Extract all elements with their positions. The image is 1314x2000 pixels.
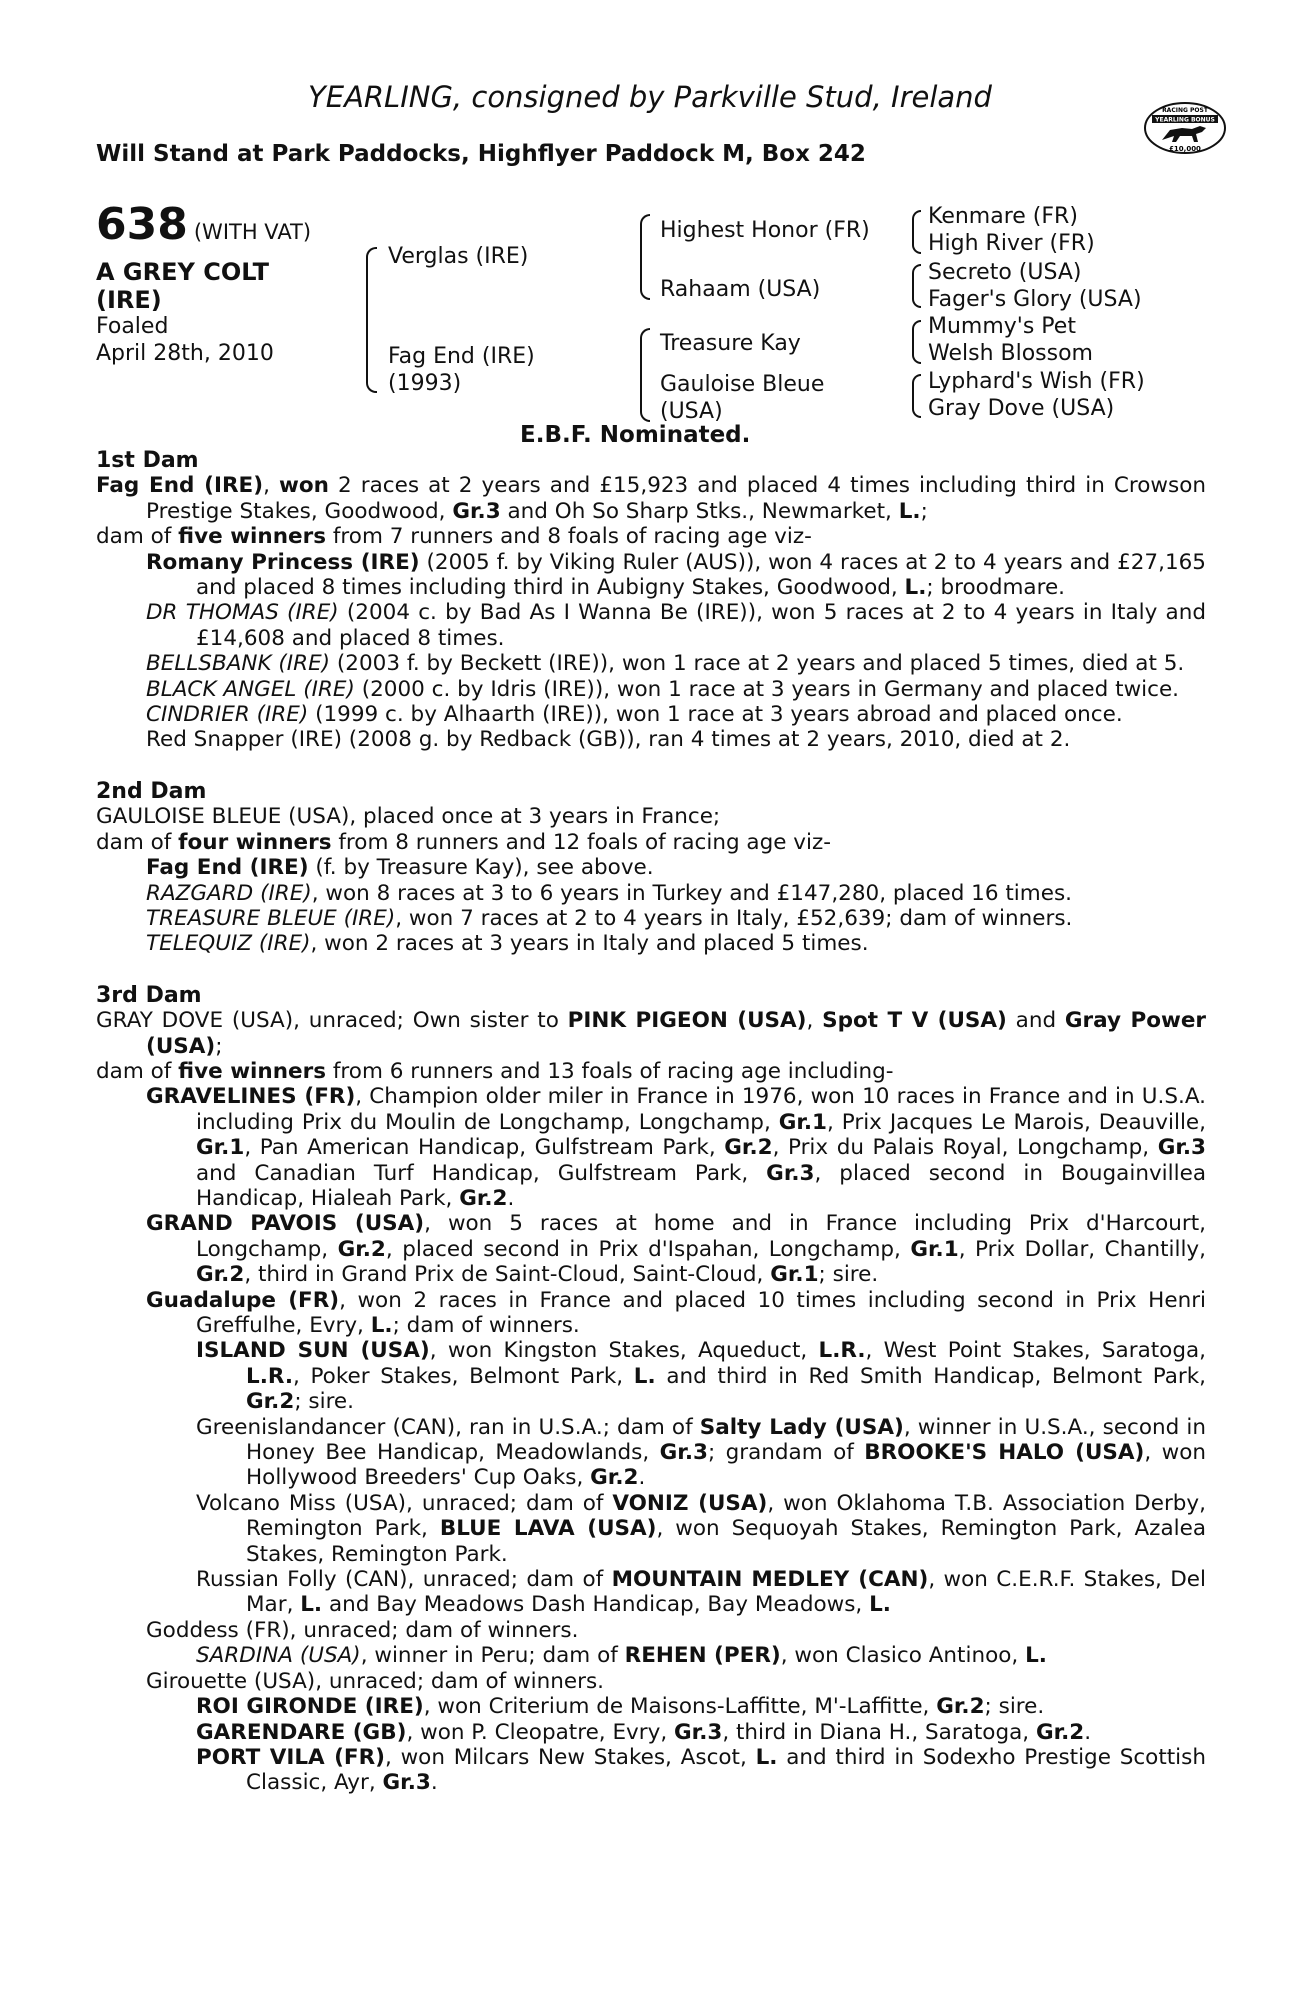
record-text: , won P. Cleopatre, Evry, (406, 1719, 675, 1745)
horse-name: TREASURE BLEUE (IRE) (146, 905, 396, 931)
produce-entry (96, 881, 1206, 906)
highlight-text: Gr.1 (196, 1135, 245, 1161)
record-text: , Poker Stakes, Belmont Park, (293, 1363, 634, 1389)
record-text: ; sire. (294, 1389, 354, 1415)
record-text: and (1006, 1008, 1065, 1034)
produce-entry (96, 702, 1206, 727)
highlight-text: GARENDARE (GB) (196, 1719, 407, 1745)
record-text: and Oh So Sharp Stks., Newmarket, (500, 498, 899, 524)
produce-entry (96, 600, 1206, 651)
record-text: ; broodmare. (926, 575, 1066, 601)
second-dam-heading: 2nd Dam (96, 778, 207, 804)
pedigree-great-grandparent: Lyphard's Wish (FR) (928, 369, 1145, 394)
highlight-text: ISLAND SUN (USA) (196, 1338, 430, 1364)
record-text: , West Point Stakes, Saratoga, (865, 1338, 1206, 1364)
horse-name: BLACK ANGEL (IRE) (146, 676, 355, 702)
highlight-text: REHEN (PER) (624, 1643, 781, 1669)
horse-name: PINK PIGEON (USA) (567, 1008, 807, 1034)
pedigree-bracket (912, 210, 921, 254)
highlight-text: Salty Lady (USA) (699, 1414, 904, 1440)
record-text: , Pan American Handicap, Gulfstream Park, (244, 1135, 725, 1161)
record-text: , third in Grand Prix de Saint-Cloud, Saint-Cloud, (244, 1262, 771, 1288)
record-text: ; dam of winners. (392, 1313, 580, 1338)
highlight-text: L. (370, 1313, 393, 1338)
pedigree-bracket (912, 264, 921, 308)
pedigree-dam-year: (1993) (388, 371, 462, 396)
winners-count: five winners (178, 524, 327, 550)
lot-description (96, 258, 269, 314)
pedigree-great-grandparent: Welsh Blossom (928, 341, 1093, 366)
highlight-text: Gr.1 (910, 1236, 959, 1262)
produce-entry (96, 1745, 1206, 1796)
record-text: , won Sequoyah Stakes, Remington Park, Azalea Stakes, Remington Park. (246, 1516, 1206, 1567)
produce-entry (96, 1567, 1206, 1618)
highlight-text: L. (300, 1592, 323, 1618)
record-text: (2004 c. by Bad As I Wanna Be (IRE)), won 5 races at 2 to 4 years in Italy and £14,608 and placed 8 times. (196, 600, 1206, 651)
won-word: won (278, 473, 329, 499)
stand-location: Will Stand at Park Paddocks, Highflyer Paddock M, Box 242 (96, 141, 866, 167)
record-text: . (507, 1185, 515, 1211)
produce-entry (96, 1643, 1206, 1668)
record-text: from 6 runners and 13 foals of racing age including- (326, 1058, 894, 1084)
third-dam-produce-summary (96, 1059, 1206, 1084)
record-text: , placed second in Bougainvillea Handicap, Hialeah Park, (196, 1160, 1206, 1211)
produce-entry (96, 1415, 1206, 1491)
produce-entry (96, 1084, 1206, 1211)
record-text: dam of (96, 524, 179, 550)
badge-top-text: RACING POST (1162, 107, 1208, 114)
record-text: ; grandam of (707, 1440, 865, 1466)
pedigree-bracket (912, 320, 921, 364)
pedigree-bracket (640, 214, 650, 300)
catalogue-heading: YEARLING, consigned by Parkville Stud, Ireland (308, 80, 992, 114)
record-text: (f. by Treasure Kay), see above. (308, 855, 654, 881)
record-text: from 8 runners and 12 foals of racing age viz- (331, 829, 832, 855)
winners-count: five winners (178, 1058, 327, 1084)
highlight-text: SARDINA (USA) (196, 1643, 361, 1669)
pedigree-sire-sire: Highest Honor (FR) (660, 218, 870, 243)
record-text: , won Oklahoma T.B. Association Derby, Remington Park, (246, 1490, 1206, 1542)
produce-entry: Goddess (FR), unraced; dam of winners. (146, 1617, 579, 1643)
highlight-text: VONIZ (USA) (612, 1490, 768, 1516)
highlight-text: Gr.2 (337, 1236, 386, 1262)
badge-middle-text: YEARLING BONUS (1155, 116, 1215, 124)
highlight-text: Gr.1 (770, 1262, 819, 1288)
horse-name: TELEQUIZ (IRE) (146, 931, 311, 957)
produce-entry (96, 677, 1206, 702)
record-text: ; sire. (984, 1694, 1045, 1720)
lot-description-line2: (IRE) (96, 286, 162, 314)
pedigree-great-grandparent: Gray Dove (USA) (928, 396, 1115, 421)
highlight-text: ROI GIRONDE (IRE) (196, 1694, 424, 1720)
pedigree-bracket (912, 374, 921, 418)
foaled-date (96, 313, 274, 367)
record-text: , winner in Peru; dam of (360, 1643, 625, 1669)
pedigree-great-grandparent: Kenmare (FR) (928, 204, 1078, 229)
highlight-text: L.R. (246, 1363, 293, 1389)
highlight-text: MOUNTAIN MEDLEY (CAN) (611, 1567, 929, 1593)
record-text: 2 races at 2 years and £15,923 and placed 4 times including third in Crowson Prestige Stakes, Goodwood, (146, 473, 1206, 524)
record-text: Greenislandancer (CAN), ran in U.S.A.; dam of (196, 1414, 700, 1440)
produce-entry (96, 906, 1206, 931)
record-text: , won 8 races at 3 to 6 years in Turkey and £147,280, placed 16 times. (311, 880, 1072, 906)
highlight-text: BLUE LAVA (USA) (439, 1516, 657, 1542)
highlight-text: Gr.3 (1157, 1135, 1206, 1161)
horse-name: CINDRIER (IRE) (146, 702, 309, 728)
highlight-text: Gr.2 (1035, 1719, 1085, 1745)
vat-note: (WITH VAT) (193, 220, 312, 244)
record-text: , won Milcars New Stakes, Ascot, (385, 1744, 756, 1770)
badge-bottom-text: £10,000 (1169, 145, 1201, 153)
record-text: and Canadian Turf Handicap, Gulfstream Park, (196, 1160, 767, 1186)
produce-entry (96, 1720, 1206, 1745)
first-dam-produce-summary (96, 524, 1206, 549)
catalogue-body (96, 448, 1206, 1796)
grade-label: Gr.3 (452, 498, 501, 524)
record-text: (2005 f. by Viking Ruler (AUS)), won 4 races at 2 to 4 years and £27,165 and placed 8 times including third in Aubigny Stakes, Goodwood, (196, 549, 1206, 601)
lot-number (96, 199, 312, 254)
record-text: dam of (96, 829, 179, 855)
record-text: , won C.E.R.F. Stakes, Del Mar, (246, 1567, 1207, 1618)
produce-entry (96, 651, 1206, 676)
record-text: , won Clasico Antinoo, (780, 1643, 1026, 1669)
record-text: (2003 f. by Beckett (IRE)), won 1 race at 2 years and placed 5 times, died at 5. (330, 651, 1185, 677)
record-text: Russian Folly (CAN), unraced; dam of (196, 1567, 612, 1593)
pedigree-dam-sire: Treasure Kay (660, 331, 801, 356)
pedigree-dam-dam: Gauloise Bleue (660, 372, 825, 397)
produce-entry (96, 1694, 1206, 1719)
grade-label: L. (898, 498, 921, 524)
dam-name: Fag End (IRE) (96, 473, 264, 499)
record-text: from 7 runners and 8 foals of racing age viz- (326, 524, 812, 550)
highlight-text: Gr.2 (459, 1185, 508, 1211)
record-text: and third in Red Smith Handicap, Belmont Park, (655, 1363, 1206, 1389)
highlight-text: Gr.2 (724, 1135, 773, 1161)
highlight-text: GRAND PAVOIS (USA) (146, 1211, 425, 1237)
pedigree-bracket (366, 247, 377, 393)
highlight-text: Gr.3 (382, 1770, 431, 1796)
record-text: , won Hollywood Breeders' Cup Oaks, (246, 1440, 1206, 1491)
lot-description-line1: A GREY COLT (96, 258, 269, 286)
yearling-bonus-badge (1140, 98, 1230, 156)
pedigree-bracket (640, 328, 650, 422)
produce-entry (96, 1288, 1206, 1339)
highlight-text: L. (1025, 1643, 1047, 1669)
produce-entry (96, 1211, 1206, 1287)
ebf-nominated: E.B.F. Nominated. (520, 422, 751, 448)
record-text: . (1084, 1719, 1092, 1745)
second-dam-produce-summary (96, 830, 1206, 855)
grade-label: L. (904, 575, 927, 601)
highlight-text: L.R. (818, 1338, 866, 1364)
record-text: ; (920, 498, 928, 524)
pedigree-dam-dam-country: (USA) (660, 399, 723, 424)
record-text: , won 2 races in France and placed 10 times including second in Prix Henri Greffulhe, Evry, (196, 1287, 1207, 1338)
first-dam-record: Fag End (IRE), won 2 races at 2 years and £15,923 and placed 4 times including third in Crowson Prestige Stakes, Goodwood, Gr.3 and Oh So Sharp Stks., Newmarket, L.; (96, 473, 1206, 524)
pedigree-sire-dam: Rahaam (USA) (660, 277, 821, 302)
horse-name: Spot T V (USA) (822, 1008, 1007, 1034)
record-text: ; (215, 1033, 223, 1059)
pedigree-dam: Fag End (IRE) (388, 344, 535, 369)
record-text: dam of (96, 1058, 179, 1084)
highlight-text: Gr.2 (246, 1389, 295, 1415)
record-text: , winner in U.S.A., second in Honey Bee Handicap, Meadowlands, (246, 1414, 1207, 1466)
record-text: , won 2 races at 3 years in Italy and placed 5 times. (310, 931, 869, 957)
winners-count: four winners (178, 829, 332, 855)
record-text: and third in Sodexho Prestige Scottish Classic, Ayr, (246, 1744, 1206, 1796)
pedigree-great-grandparent: Mummy's Pet (928, 314, 1076, 339)
highlight-text: L. (755, 1744, 778, 1770)
record-text: . (430, 1770, 438, 1796)
record-text: Volcano Miss (USA), unraced; dam of (196, 1490, 613, 1516)
record-text: , won Kingston Stakes, Aqueduct, (429, 1338, 819, 1364)
second-dam-record: GAULOISE BLEUE (USA), placed once at 3 years in France; (96, 804, 721, 830)
record-text: ; sire. (818, 1262, 879, 1288)
record-text: , Prix Jacques Le Marois, Deauville, (827, 1109, 1206, 1135)
horse-name: BELLSBANK (IRE) (146, 651, 331, 677)
highlight-text: Gr.2 (196, 1262, 245, 1288)
horse-name: Gray Power (USA) (146, 1008, 1207, 1059)
lot-number-value: 638 (96, 199, 188, 250)
produce-entry (96, 931, 1206, 956)
horse-name: Romany Princess (IRE) (146, 549, 420, 575)
horse-name: DR THOMAS (IRE) (146, 600, 339, 626)
produce-entry (96, 855, 1206, 880)
record-text: , Champion older miler in France in 1976, won 10 races in France and in U.S.A. including Prix du Moulin de Longchamp, Longchamp, (196, 1084, 1207, 1135)
highlight-text: L. (869, 1592, 891, 1618)
highlight-text: Gr.3 (766, 1160, 815, 1186)
record-text: , won 7 races at 2 to 4 years in Italy, £52,639; dam of winners. (395, 905, 1073, 931)
record-text: and Bay Meadows Dash Handicap, Bay Meadows, (322, 1592, 870, 1618)
highlight-text: Gr.3 (674, 1719, 723, 1745)
first-dam-heading: 1st Dam (96, 448, 199, 473)
highlight-text: Guadalupe (FR) (146, 1287, 340, 1313)
foaled-value: April 28th, 2010 (96, 341, 274, 366)
horse-name: RAZGARD (IRE) (146, 880, 312, 906)
pedigree-great-grandparent: Fager's Glory (USA) (928, 287, 1142, 312)
highlight-text: PORT VILA (FR) (196, 1744, 385, 1770)
record-text: (2000 c. by Idris (IRE)), won 1 race at 3 years in Germany and placed twice. (354, 676, 1180, 702)
pedigree-great-grandparent: High River (FR) (928, 231, 1095, 256)
pedigree-sire: Verglas (IRE) (388, 244, 529, 269)
third-dam-heading: 3rd Dam (96, 982, 202, 1008)
highlight-text: Gr.2 (590, 1465, 639, 1491)
record-text: , Prix du Palais Royal, Longchamp, (772, 1135, 1158, 1161)
third-dam-record (96, 1008, 1206, 1059)
highlight-text: GRAVELINES (FR) (146, 1084, 356, 1110)
highlight-text: Gr.3 (659, 1440, 708, 1466)
produce-entry: Red Snapper (IRE) (2008 g. by Redback (GB)), ran 4 times at 2 years, 2010, died at 2. (146, 727, 1071, 753)
record-text: , (806, 1008, 823, 1034)
produce-entry (96, 1338, 1206, 1414)
produce-entry (96, 550, 1206, 601)
horse-name: Fag End (IRE) (146, 855, 309, 881)
produce-entry: Girouette (USA), unraced; dam of winners. (146, 1668, 604, 1694)
record-text: GRAY DOVE (USA), unraced; Own sister to (96, 1008, 568, 1034)
record-text: . (638, 1465, 646, 1491)
highlight-text: L. (633, 1363, 656, 1389)
record-text: , Prix Dollar, Chantilly, (958, 1236, 1206, 1262)
highlight-text: Gr.1 (778, 1109, 828, 1135)
record-text: , third in Diana H., Saratoga, (722, 1719, 1036, 1745)
record-text: , won Criterium de Maisons-Laffitte, M'-Laffitte, (423, 1694, 937, 1720)
produce-entry (96, 1491, 1206, 1567)
pedigree-great-grandparent: Secreto (USA) (928, 260, 1082, 285)
record-text: (1999 c. by Alhaarth (IRE)), won 1 race at 3 years abroad and placed once. (308, 702, 1123, 728)
record-text: , won 5 races at home and in France including Prix d'Harcourt, Longchamp, (196, 1211, 1206, 1262)
record-text: , placed second in Prix d'Ispahan, Longchamp, (385, 1236, 911, 1262)
foaled-label: Foaled (96, 314, 169, 339)
highlight-text: BROOKE'S HALO (USA) (864, 1440, 1145, 1466)
highlight-text: Gr.2 (936, 1694, 985, 1720)
